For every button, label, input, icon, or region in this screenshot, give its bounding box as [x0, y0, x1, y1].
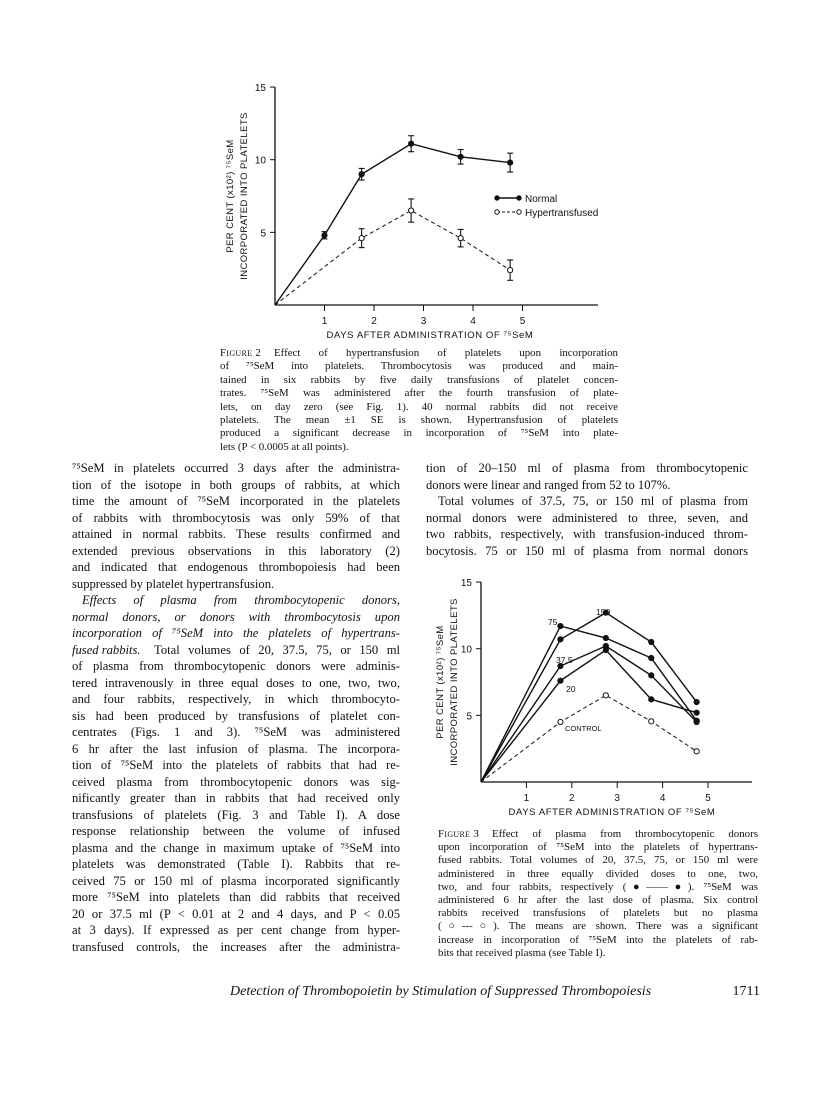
section-heading-line: Effects of plasma from thrombocytopenic donors, — [82, 593, 400, 607]
body-line: and four rabbits, respectively, in which thrombocyto- — [72, 692, 400, 706]
data-point-150 — [558, 637, 563, 642]
body-line: centrates (Figs. 1 and 3). ⁷⁵SeM was administered — [72, 725, 400, 739]
section-heading-line: fused rabbits. — [72, 642, 141, 657]
x-tick-label: 1 — [321, 316, 328, 327]
series-line-20 — [481, 650, 697, 782]
data-point-150 — [649, 639, 654, 644]
data-point-150 — [694, 699, 699, 704]
data-point-control — [649, 719, 654, 724]
x-axis-label: DAYS AFTER ADMINISTRATION OF ⁷⁵SeM — [508, 807, 716, 818]
body-line: Total volumes of 37.5, 75, or 150 ml of plasma from — [438, 494, 748, 508]
data-point-hypertransfused — [409, 208, 414, 213]
y-axis-label: INCORPORATED INTO PLATELETS — [449, 598, 460, 766]
legend-label: Hypertransfused — [525, 208, 599, 219]
body-line: two rabbits, respectively, with transfusion-induced throm- — [426, 527, 748, 541]
section-heading-line: normal donors, or donors with thrombocytosis upon — [72, 609, 400, 624]
caption-line: administered in three equally divided doses to one, two, — [438, 867, 758, 880]
y-tick-label: 15 — [254, 83, 266, 95]
data-point-20 — [694, 710, 699, 715]
data-point-normal — [359, 172, 364, 177]
body-line: sis had been produced by transfusions of platelet con- — [72, 708, 400, 723]
y-tick-label: 10 — [460, 644, 472, 656]
x-tick-label: 1 — [523, 793, 530, 804]
body-line: transfusions of platelets (Fig. 3 and Table I). A dose — [72, 807, 400, 822]
data-point-20 — [649, 697, 654, 702]
x-tick-label: 3 — [420, 316, 427, 327]
body-line: tion of ⁷⁵SeM into the platelets of rabbits that had re- — [72, 758, 400, 772]
data-point-20 — [558, 678, 563, 683]
data-point-37-5 — [694, 719, 699, 724]
body-line: ceived 75 or 150 ml of plasma incorporated significantly — [72, 873, 400, 888]
series-line-37-5 — [481, 646, 697, 782]
body-line: more ⁷⁵SeM into platelets than did rabbits that received — [72, 890, 400, 904]
x-axis-label: DAYS AFTER ADMINISTRATION OF ⁷⁵SeM — [326, 330, 534, 341]
body-line: platelets was demonstrated (Table I). Rabbits that re- — [72, 857, 400, 871]
body-line: of plasma from thrombocytopenic donors were adminis- — [72, 659, 400, 673]
legend-marker — [495, 196, 499, 200]
body-line: suppressed by platelet hypertransfusion. — [72, 576, 275, 591]
data-point-control — [694, 749, 699, 754]
body-line: transfused controls, the increases after the administra- — [72, 939, 400, 954]
body-line: extended previous observations in this laboratory (2) — [72, 543, 400, 558]
data-point-37-5 — [649, 673, 654, 678]
data-point-control — [603, 693, 608, 698]
x-tick-label: 4 — [470, 316, 476, 327]
body-line: nificantly greater than in rabbits that had received only — [72, 791, 400, 805]
figure-2-chart — [0, 0, 816, 350]
running-title: Detection of Thrombopoietin by Stimulation of Suppressed Thrombopoiesis — [230, 984, 652, 999]
data-point-75 — [649, 655, 654, 660]
page-footer — [230, 984, 760, 1000]
body-line: tion of 20–150 ml of plasma from thrombocytopenic — [426, 461, 748, 475]
legend-label: Normal — [525, 194, 558, 205]
data-point-hypertransfused — [458, 236, 463, 241]
legend-marker — [517, 210, 521, 214]
body-line: ceived plasma from thrombocytopenic donors was sig- — [72, 774, 400, 789]
legend-marker — [495, 210, 499, 214]
body-line: response relationship between the volume of infused — [72, 824, 400, 838]
body-line: at 3 days). If expressed as per cent change from hyper- — [72, 923, 400, 937]
body-line: attained in normal rabbits. These results confirmed and — [72, 527, 400, 541]
body-line: Total volumes of 20, 37.5, 75, or 150 ml — [154, 642, 400, 657]
body-line: plasma and the change in maximum uptake of ⁷⁵SeM into — [72, 840, 400, 855]
caption-line: platelets. The mean ±1 SE is shown. Hypertransfusion of platelets — [220, 414, 618, 426]
data-point-normal — [458, 154, 463, 159]
caption-line: produced a significant decrease in incorporation of ⁷⁵SeM into plate- — [220, 427, 618, 440]
page-number: 1711 — [732, 984, 760, 999]
body-line: 20 or 37.5 ml (P < 0.01 at 2 and 4 days, and P < 0.05 — [72, 906, 400, 921]
data-point-75 — [558, 623, 563, 628]
series-label-37-5: 37.5 — [556, 655, 573, 665]
series-label-75: 75 — [548, 617, 558, 627]
caption-line: tained in six rabbits by five daily transfusions of platelet concen- — [220, 373, 618, 386]
y-tick-label: 10 — [254, 155, 266, 167]
series-label-control: CONTROL — [565, 724, 602, 733]
x-tick-label: 4 — [659, 793, 666, 804]
data-point-normal — [508, 160, 513, 165]
legend-marker — [517, 196, 521, 200]
data-point-hypertransfused — [359, 236, 364, 241]
y-tick-label: 5 — [260, 228, 266, 240]
x-tick-label: 3 — [614, 793, 620, 804]
body-line: bocytosis. 75 or 150 ml of plasma from normal donors — [426, 543, 748, 558]
caption-line: (○---○). The means are shown. There was a significant — [438, 920, 758, 933]
body-line: normal donors were administered to three, seven, and — [426, 510, 748, 525]
y-tick-label: 15 — [460, 578, 472, 590]
body-line: tered intravenously in three equal doses to one, two, two, — [72, 675, 400, 690]
body-line: donors were linear and ranged from 52 to 107%. — [426, 477, 671, 492]
x-tick-label: 2 — [371, 316, 377, 327]
caption-line: Effect of plasma from thrombocytopenic donors — [492, 828, 758, 840]
caption-line: upon incorporation of ⁷⁵SeM into the platelets of hypertrans- — [438, 841, 758, 854]
caption-line: of ⁷⁵SeM into platelets. Thrombocytosis was produced and main- — [220, 360, 618, 373]
body-line: 6 hr after the last infusion of plasma. The incorpora- — [72, 741, 400, 756]
caption-line: rabbits received transfusions of platelets but no plasma — [438, 907, 758, 920]
data-point-normal — [409, 141, 414, 146]
caption-line: trates. ⁷⁵SeM was administered after the fourth transfusion of plate- — [220, 387, 618, 400]
data-point-hypertransfused — [508, 268, 513, 273]
y-axis-label: PER CENT (x10²) ⁷⁵SeM — [225, 139, 236, 253]
caption-line: increase in incorporation of ⁷⁵SeM into the platelets of rab- — [438, 933, 758, 946]
x-tick-label: 5 — [519, 316, 526, 327]
data-point-control — [558, 719, 563, 724]
figure-label: Figure 3 — [438, 828, 480, 840]
body-line: ⁷⁵SeM in platelets occurred 3 days after the administra- — [72, 461, 400, 475]
series-line-control — [481, 695, 697, 782]
caption-line: fused rabbits. Total volumes of 20, 37.5, 75, or 150 ml were — [438, 854, 758, 867]
data-point-normal — [322, 233, 327, 238]
data-point-20 — [603, 647, 608, 652]
body-line: and indicated that endogenous thrombopoiesis had been — [72, 560, 400, 574]
series-label-20: 20 — [566, 684, 576, 694]
x-tick-label: 5 — [705, 793, 711, 804]
y-axis-label: PER CENT (x10²) ⁷⁵SeM — [435, 625, 446, 739]
figure-label: Figure 2 — [220, 347, 262, 359]
caption-line: two, and four rabbits, respectively (●——●). ⁷⁵SeM was — [438, 880, 758, 893]
caption-line: Effect of hypertransfusion of platelets upon incorporation — [274, 347, 618, 359]
y-tick-label: 5 — [466, 711, 472, 723]
section-heading-line: incorporation of ⁷⁵SeM into the platelets of hypertrans- — [72, 626, 400, 640]
y-axis-label: INCORPORATED INTO PLATELETS — [239, 112, 250, 280]
series-label-150: 150 — [596, 607, 611, 617]
series-line-150 — [481, 613, 697, 782]
body-line: tion of the isotope in both groups of rabbits, at which — [72, 477, 400, 492]
caption-line: administered 6 hr after the last dose of plasma. Six control — [438, 894, 758, 906]
series-line-normal — [275, 144, 510, 305]
caption-line: lets, on day zero (see Fig. 1). 40 normal rabbits did not receive — [220, 400, 618, 413]
body-line: of rabbits with thrombocytosis was only 59% of that — [72, 510, 400, 525]
caption-line: bits that received plasma (see Table I). — [438, 946, 606, 959]
caption-line: lets (P < 0.0005 at all points). — [220, 440, 349, 453]
data-point-75 — [603, 635, 608, 640]
series-line-hypertransfused — [275, 211, 510, 305]
x-tick-label: 2 — [569, 793, 575, 804]
series-line-75 — [481, 626, 697, 782]
body-line: time the amount of ⁷⁵SeM incorporated in the platelets — [72, 494, 400, 508]
